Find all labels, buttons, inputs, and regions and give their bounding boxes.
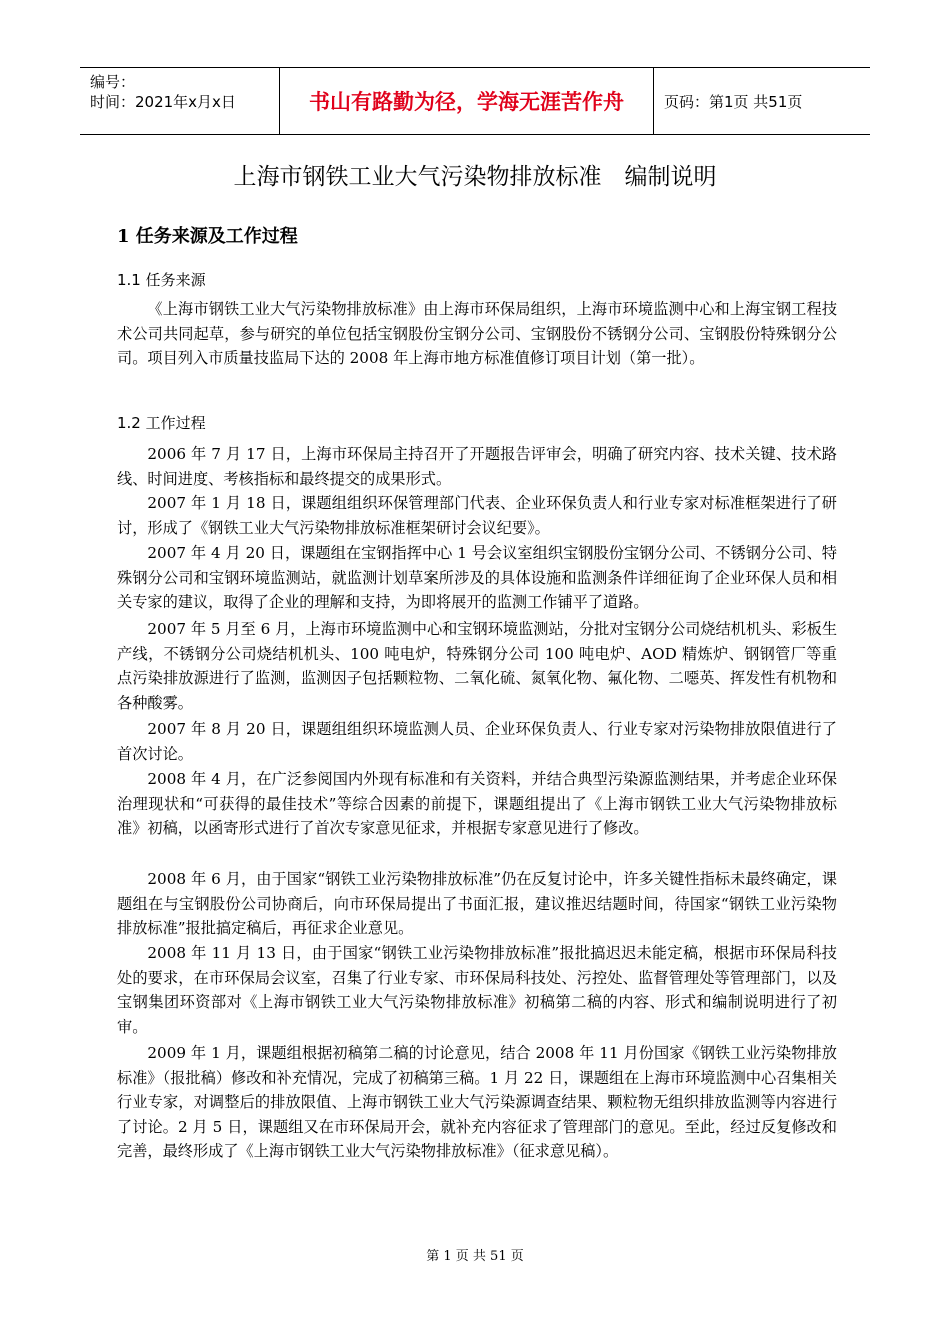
- paragraph-2008-06: 2008 年 6 月，由于国家“钢铁工业污染物排放标准”仍在反复讨论中，许多关键性指标未最终确定，课题组在与宝钢股份公司协商后，向市环保局提出了书面汇报，建议推迟结题时间，待国家“钢铁工业污染物排放标准”报批搞定稿后，再征求企业意见。: [117, 870, 837, 938]
- document-title: 上海市钢铁工业大气污染物排放标准 编制说明: [233, 164, 717, 190]
- page-footer: 第 1 页 共 51 页: [426, 1249, 524, 1264]
- header-page-info: 页码：第1页 共51页: [664, 92, 803, 111]
- section-1-1-heading: 1.1 任务来源: [117, 271, 206, 289]
- section-1-2-heading: 1.2 工作过程: [117, 414, 206, 432]
- paragraph-2008-11-13: 2008 年 11 月 13 日，由于国家“钢铁工业污染物排放标准”报批搞迟迟未能定稿，根据市环保局科技处的要求，在市环保局会议室，召集了行业专家、市环保局科技处、污控处、监督管理处等管理部门，以及宝钢集团环资部对《上海市钢铁工业大气污染物排放标准》初稿第二稿的内容、形式和编制说明进行了初审。: [117, 944, 837, 1036]
- paragraph-2007-04-20: 2007 年 4 月 20 日，课题组在宝钢指挥中心 1 号会议室组织宝钢股份宝钢分公司、不锈钢分公司、特殊钢分公司和宝钢环境监测站，就监测计划草案所涉及的具体设施和监测条件详细征询了企业环保人员和相关专家的建议，取得了企业的理解和支持，为即将展开的监测工作铺平了道路。: [117, 544, 837, 612]
- paragraph-2006-07-17: 2006 年 7 月 17 日，上海市环保局主持召开了开题报告评审会，明确了研究内容、技术关键、技术路线、时间进度、考核指标和最终提交的成果形式。: [117, 445, 837, 488]
- header-meta: [80, 68, 280, 134]
- paragraph-2007-08-20: 2007 年 8 月 20 日，课题组组织环境监测人员、企业环保负责人、行业专家对污染物排放限值进行了首次讨论。: [117, 720, 837, 763]
- header-number-label: 编号：: [90, 73, 136, 91]
- page-header: [80, 67, 870, 135]
- section-1-heading: 1 任务来源及工作过程: [117, 226, 298, 247]
- header-time-label: 时间：2021年x月x日: [90, 93, 236, 111]
- paragraph-2007-01-18: 2007 年 1 月 18 日，课题组组织环保管理部门代表、企业环保负责人和行业专家对标准框架进行了研讨，形成了《钢铁工业大气污染物排放标准框架研讨会议纪要》。: [117, 494, 837, 537]
- header-motto: 书山有路勤为径，学海无涯苦作舟: [280, 68, 654, 134]
- paragraph-2009-01: 2009 年 1 月，课题组根据初稿第二稿的讨论意见，结合 2008 年 11 月份国家《钢铁工业污染物排放标准》（报批稿）修改和补充情况，完成了初稿第三稿。1 月 22 日，课题组在上海市环境监测中心召集相关行业专家，对调整后的排放限值、上海市钢铁工业大气污染源调查结果、颗粒物无组织排放监测等内容进行了讨论。2 月 5 日，课题组又在市环保局开会，就补充内容征求了管理部门的意见。至此，经过反复修改和完善，最终形成了《上海市钢铁工业大气污染物排放标准》（征求意见稿）。: [117, 1044, 837, 1161]
- paragraph-2008-04: 2008 年 4 月，在广泛参阅国内外现有标准和有关资料，并结合典型污染源监测结果，并考虑企业环保治理现状和“可获得的最佳技术”等综合因素的前提下，课题组提出了《上海市钢铁工业大气污染物排放标准》初稿，以函寄形式进行了首次专家意见征求，并根据专家意见进行了修改。: [117, 770, 837, 838]
- section-1-1-paragraph: 《上海市钢铁工业大气污染物排放标准》由上海市环保局组织，上海市环境监测中心和上海宝钢工程技术公司共同起草，参与研究的单位包括宝钢股份宝钢分公司、宝钢股份不锈钢分公司、宝钢股份特殊钢分公司。项目列入市质量技监局下达的 2008 年上海市地方标准值修订项目计划（第一批）。: [117, 300, 837, 368]
- paragraph-2007-05-06: 2007 年 5 月至 6 月，上海市环境监测中心和宝钢环境监测站，分批对宝钢分公司烧结机机头、彩板生产线，不锈钢分公司烧结机机头、100 吨电炉，特殊钢分公司 100 吨电炉、AOD 精炼炉、钢钢管厂等重点污染排放源进行了监测，监测因子包括颗粒物、二氧化硫、氮氧化物、氟化物、二噁英、挥发性有机物和各种酸雾。: [117, 620, 838, 712]
